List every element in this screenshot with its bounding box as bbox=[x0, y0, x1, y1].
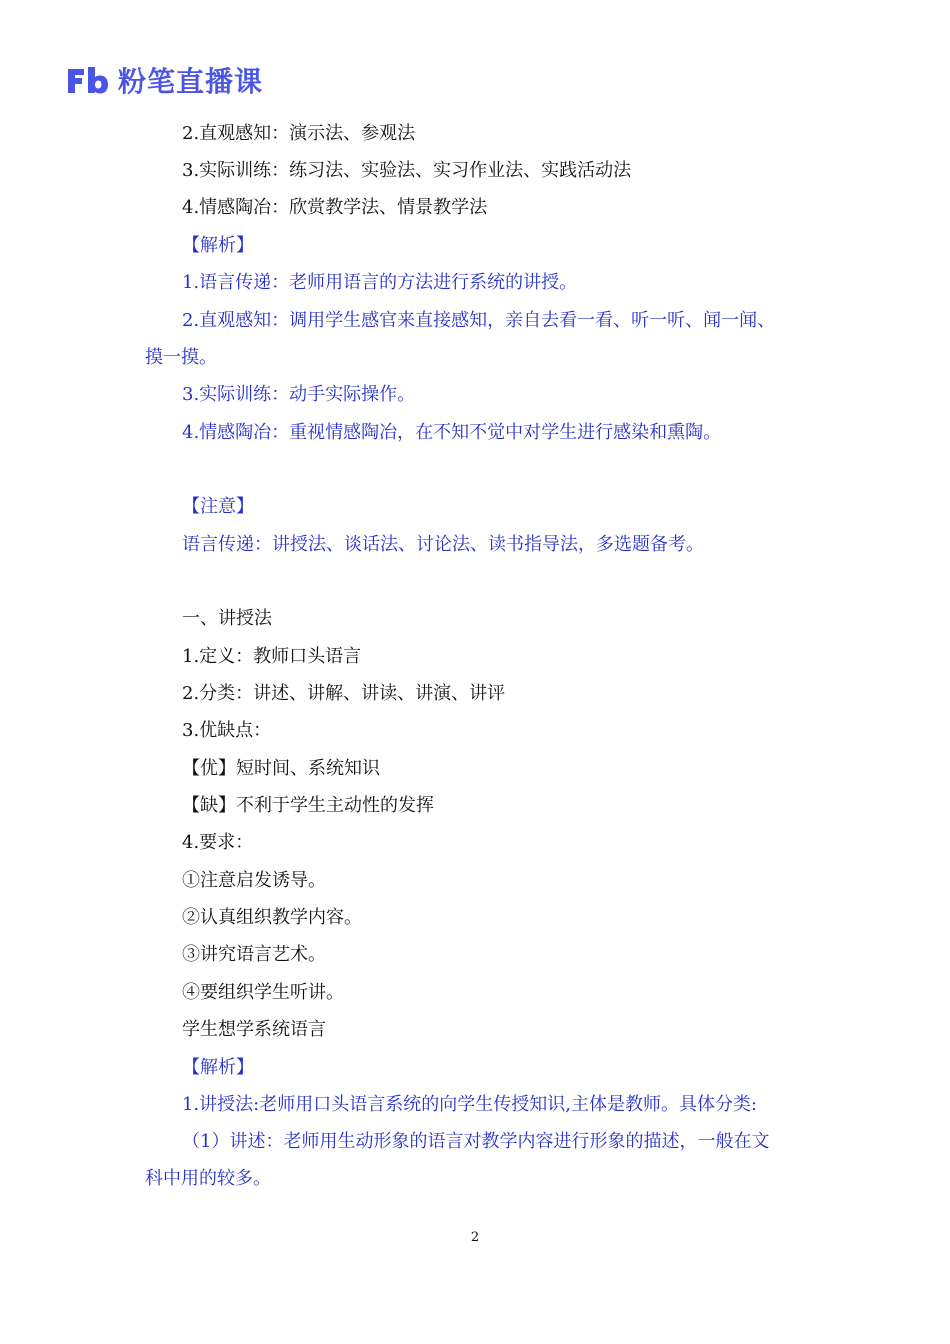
analysis-line: 3.实际训练：动手实际操作。 bbox=[182, 384, 416, 405]
brand-logo bbox=[66, 60, 263, 100]
analysis-line: 1.语言传递：老师用语言的方法进行系统的讲授。 bbox=[182, 272, 578, 293]
analysis-heading: 【解析】 bbox=[182, 1057, 254, 1078]
brand-name: 粉笔直播课 bbox=[118, 65, 264, 98]
text-line: 2.分类：讲述、讲解、讲读、讲演、讲评 bbox=[182, 683, 506, 704]
fenbi-logo-icon bbox=[66, 65, 110, 95]
text-line: 4.要求： bbox=[182, 832, 254, 853]
text-line: 2.直观感知：演示法、参观法 bbox=[182, 123, 416, 144]
note-heading: 【注意】 bbox=[182, 496, 254, 517]
analysis-line: 4.情感陶冶：重视情感陶冶，在不知不觉中对学生进行感染和熏陶。 bbox=[182, 422, 722, 443]
analysis-line: 1.讲授法:老师用口头语言系统的向学生传授知识,主体是教师。具体分类: bbox=[182, 1094, 758, 1115]
analysis-line: （1）讲述：老师用生动形象的语言对教学内容进行形象的描述，一般在文 bbox=[182, 1131, 770, 1152]
section-heading: 一、讲授法 bbox=[182, 608, 272, 629]
analysis-line: 2.直观感知：调用学生感官来直接感知，亲自去看一看、听一听、闻一闻、 bbox=[182, 310, 776, 331]
text-line: 【缺】不利于学生主动性的发挥 bbox=[182, 795, 434, 816]
text-line: 3.优缺点： bbox=[182, 720, 272, 741]
page-number: 2 bbox=[470, 1230, 480, 1245]
analysis-line: 科中用的较多。 bbox=[145, 1168, 271, 1189]
list-item: ②认真组织教学内容。 bbox=[182, 907, 362, 928]
analysis-line: 摸一摸。 bbox=[145, 347, 217, 368]
analysis-heading: 【解析】 bbox=[182, 235, 254, 256]
text-line: 1.定义：教师口头语言 bbox=[182, 646, 362, 667]
list-item: ③讲究语言艺术。 bbox=[182, 944, 326, 965]
note-line: 语言传递：讲授法、谈话法、讨论法、读书指导法，多选题备考。 bbox=[182, 534, 704, 555]
text-line: 4.情感陶冶：欣赏教学法、情景教学法 bbox=[182, 197, 488, 218]
text-line: 学生想学系统语言 bbox=[182, 1019, 326, 1040]
text-line: 【优】短时间、系统知识 bbox=[182, 758, 380, 779]
list-item: ①注意启发诱导。 bbox=[182, 870, 326, 891]
text-line: 3.实际训练：练习法、实验法、实习作业法、实践活动法 bbox=[182, 160, 632, 181]
list-item: ④要组织学生听讲。 bbox=[182, 982, 344, 1003]
